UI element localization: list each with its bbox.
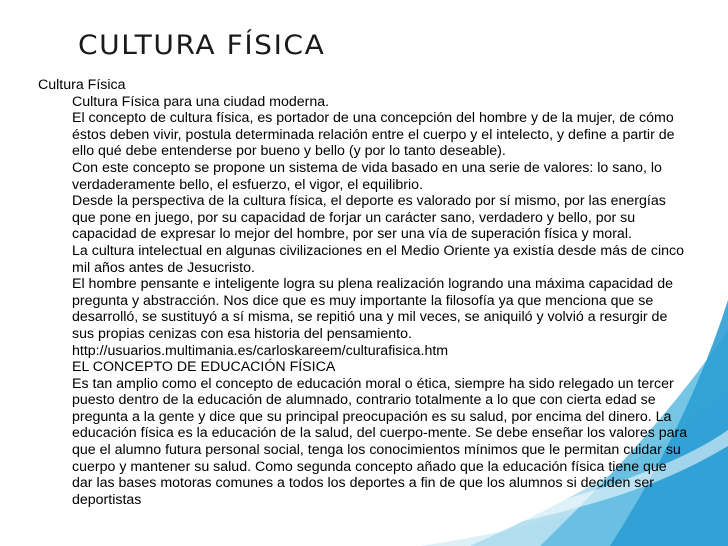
- body-subtitle: Cultura Física: [38, 77, 126, 93]
- paragraph-7: Es tan amplio como el concepto de educación moral o ética, siempre ha sido relegado un tercer puesto dentro de la educación de alumnado, contrario totalmente a lo que con cierta edad se pregunta a la gente y dice que su principal preocupación es su salud, por encima del dinero. La educación física es la educación de la salud, del cuerpo-mente. Se debe enseñar los valores para que el alumno futura personal social, tenga los conocimientos mínimos que le permitan cuidar su cuerpo y mantener su salud. Como segunda concepto añado que la educación física tiene que dar las bases motoras comunes a todos los deportes a fin de que los alumnos si deciden ser deportistas: [72, 375, 688, 508]
- slide-title: CULTURA FÍSICA: [78, 30, 326, 61]
- paragraph-5: La cultura intelectual en algunas civilizaciones en el Medio Oriente ya existía desde más de cinco mil años antes de Jesucristo.: [72, 242, 684, 276]
- paragraph-2: El concepto de cultura física, es portador de una concepción del hombre y de la mujer, de cómo éstos deben vivir, postula determinada relación entre el cuerpo y el intelecto, y define a partir de ello qué debe entenderse por bueno y bello (y por lo tanto deseable).: [72, 110, 675, 160]
- paragraph-1: Cultura Física para una ciudad moderna.: [72, 93, 330, 110]
- slide-body: [38, 77, 690, 508]
- paragraph-6: El hombre pensante e inteligente logra su plena realización logrando una máxima capacidad de pregunta y abstracción. Nos dice que es muy importante la filosofía ya que menciona que se desarrolló, se sustituyó a sí misma, se repitió una y mil veces, se aniquiló y volvió a resurgir de sus propias cenizas con esa historia del pensamiento.: [72, 276, 673, 342]
- paragraph-4: Desde la perspectiva de la cultura física, el deporte es valorado por sí mismo, por las energías que pone en juego, por su capacidad de forjar un carácter sano, verdadero y bello, por su capacidad de expresar lo mejor del hombre, por ser una vía de superación física y moral.: [72, 193, 666, 243]
- section-heading: EL CONCEPTO DE EDUCACIÓN FÍSICA: [72, 359, 336, 376]
- source-link[interactable]: http://usuarios.multimania.es/carloskareem/culturafisica.htm: [72, 342, 449, 359]
- paragraph-3: Con este concepto se propone un sistema de vida basado en una serie de valores: lo sano, lo verdaderamente bello, el esfuerzo, el vigor, el equilibrio.: [72, 159, 662, 193]
